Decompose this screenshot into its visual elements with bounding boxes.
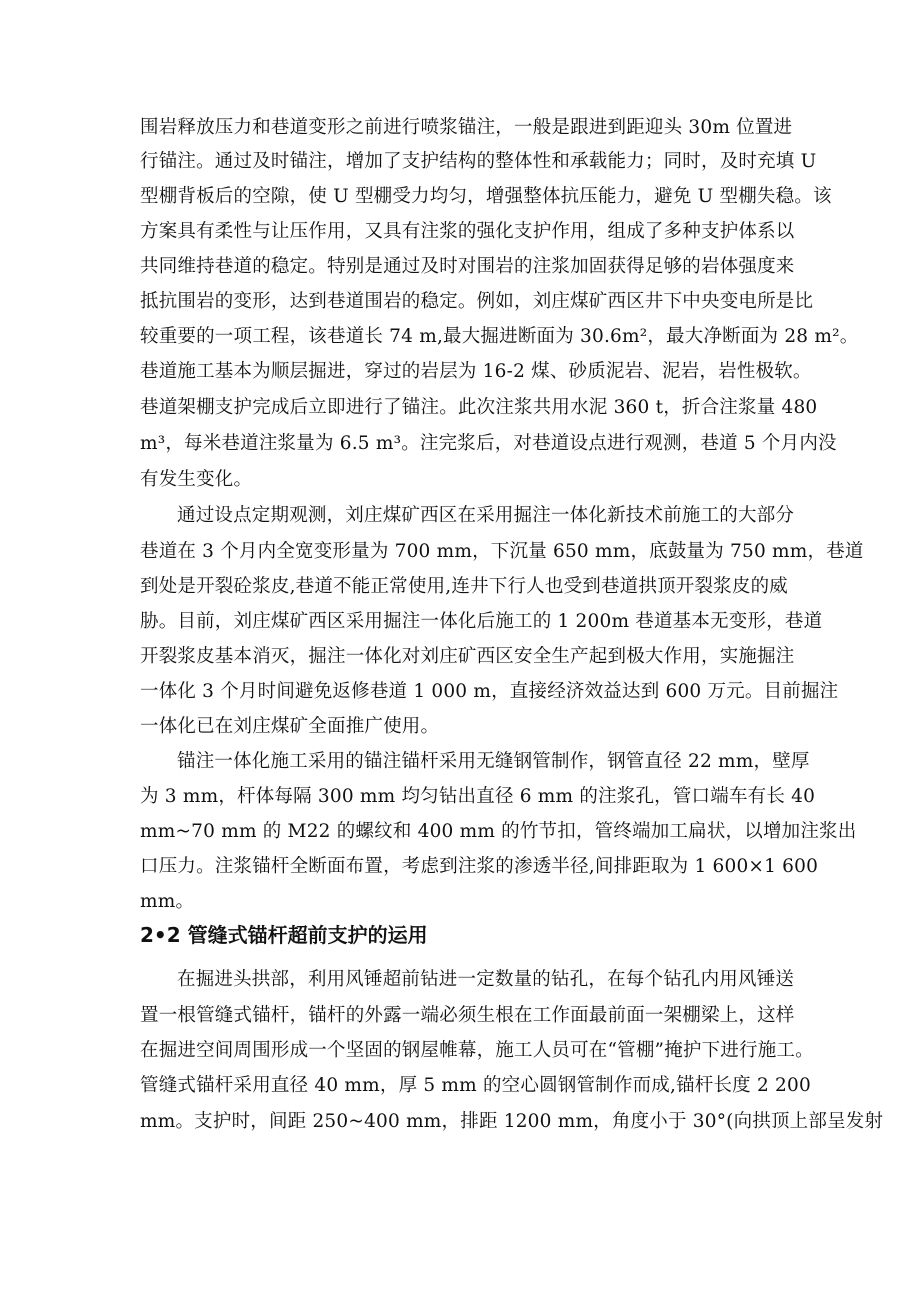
- paragraph-3-line-3: mm~70 mm 的 M22 的螺纹和 400 mm 的竹节扣，管终端加工扁状，以增加注浆出: [140, 821, 857, 842]
- paragraph-3-line-5: mm。: [140, 891, 195, 912]
- paragraph-1-line-7: 较重要的一项工程，该巷道长 74 m,最大掘进断面为 30.6m²，最大净断面为 28 m²。: [140, 326, 859, 347]
- paragraph-4-line-5: mm。支护时，间距 250~400 mm，排距 1200 mm，角度小于 30°(向拱顶上部呈发射: [140, 1111, 884, 1132]
- paragraph-2-line-2: 巷道在 3 个月内全宽变形量为 700 mm，下沉量 650 mm，底鼓量为 750 mm，巷道: [140, 541, 864, 562]
- paragraph-1-line-4: 方案具有柔性与让压作用，又具有注浆的强化支护作用，组成了多种支护体系以: [140, 221, 795, 242]
- paragraph-1-line-3: 型棚背板后的空隙，使 U 型棚受力均匀，增强整体抗压能力，避免 U 型棚失稳。该: [140, 186, 832, 207]
- paragraph-1-line-9: 巷道架棚支护完成后立即进行了锚注。此次注浆共用水泥 360 t，折合注浆量 480: [140, 397, 818, 418]
- paragraph-3-line-2: 为 3 mm，杆体每隔 300 mm 均匀钻出直径 6 mm 的注浆孔，管口端车有长 40: [140, 786, 816, 807]
- paragraph-1-line-8: 巷道施工基本为顺层掘进，穿过的岩层为 16-2 煤、砂质泥岩、泥岩，岩性极软。: [140, 361, 812, 382]
- paragraph-2-line-5: 开裂浆皮基本消灭，掘注一体化对刘庄矿西区安全生产起到极大作用，实施掘注: [140, 646, 795, 667]
- paragraph-1-line-2: 行锚注。通过及时锚注，增加了支护结构的整体性和承载能力；同时，及时充填 U: [140, 151, 817, 172]
- paragraph-1-line-5: 共同维持巷道的稳定。特别是通过及时对围岩的注浆加固获得足够的岩体强度来: [140, 256, 795, 277]
- paragraph-1-line-10: m³，每米巷道注浆量为 6.5 m³。注完浆后，对巷道设点进行观测，巷道 5 个月内没: [140, 433, 837, 454]
- paragraph-1-line-1: 围岩释放压力和巷道变形之前进行喷浆锚注，一般是跟进到距迎头 30m 位置进: [140, 117, 793, 138]
- paragraph-4-line-3: 在掘进空间周围形成一个坚固的钢屋帷幕，施工人员可在“管棚”掩护下进行施工。: [140, 1040, 814, 1061]
- paragraph-3-line-4: 口压力。注浆锚杆全断面布置，考虑到注浆的渗透半径,间排距取为 1 600×1 600: [140, 856, 819, 877]
- paragraph-4-line-1: 在掘进头拱部，利用风锤超前钻进一定数量的钻孔，在每个钻孔内用风锤送: [177, 969, 795, 990]
- paragraph-4-line-2: 置一根管缝式锚杆，锚杆的外露一端必须生根在工作面最前面一架棚梁上，这样: [140, 1005, 795, 1026]
- paragraph-2-line-1: 通过设点定期观测，刘庄煤矿西区在采用掘注一体化新技术前施工的大部分: [177, 505, 795, 526]
- paragraph-1-line-6: 抵抗围岩的变形，达到巷道围岩的稳定。例如，刘庄煤矿西区井下中央变电所是比: [140, 291, 814, 312]
- paragraph-3-line-1: 锚注一体化施工采用的锚注锚杆采用无缝钢管制作，钢管直径 22 mm，壁厚: [177, 751, 810, 772]
- paragraph-2-line-7: 一体化已在刘庄煤矿全面推广使用。: [140, 716, 440, 737]
- paragraph-2-line-4: 胁。目前，刘庄煤矿西区采用掘注一体化后施工的 1 200m 巷道基本无变形，巷道: [140, 611, 823, 632]
- paragraph-2-line-3: 到处是开裂砼浆皮,巷道不能正常使用,连井下行人也受到巷道拱顶开裂浆皮的威: [140, 576, 788, 597]
- paragraph-4-line-4: 管缝式锚杆采用直径 40 mm，厚 5 mm 的空心圆钢管制作而成,锚杆长度 2 200: [140, 1075, 811, 1096]
- paragraph-1-line-11: 有发生变化。: [140, 469, 253, 490]
- paragraph-2-line-6: 一体化 3 个月时间避免返修巷道 1 000 m，直接经济效益达到 600 万元。目前掘注: [140, 681, 839, 702]
- section-heading: 2•2 管缝式锚杆超前支护的运用: [140, 923, 428, 947]
